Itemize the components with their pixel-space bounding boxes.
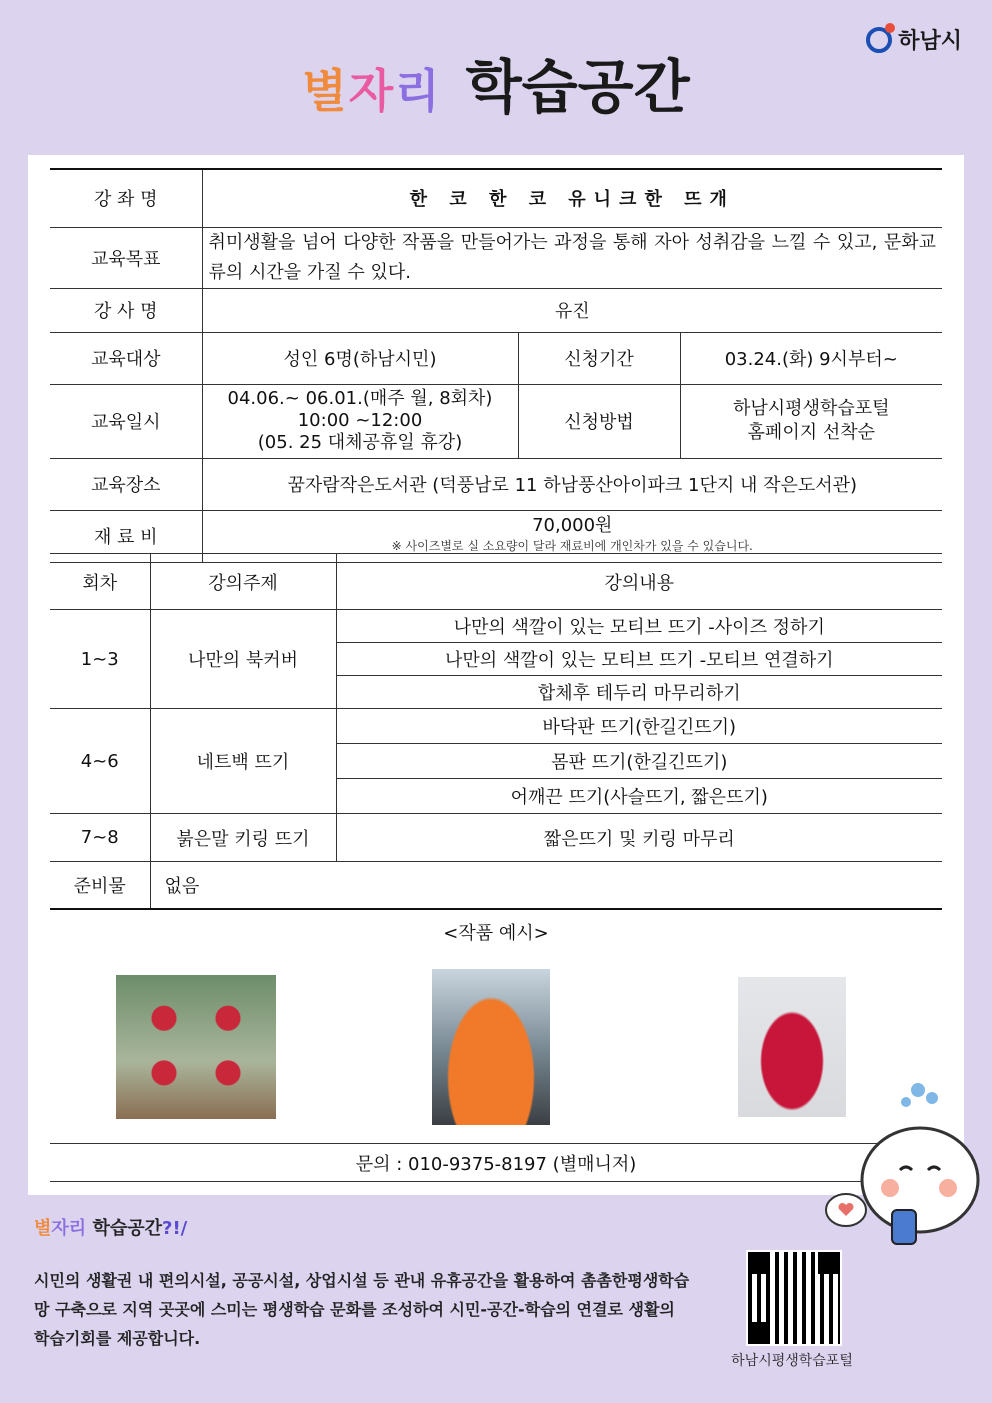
course-label: 강 좌 명 [50,169,202,227]
content-item: 나만의 색깔이 있는 모티브 뜨기 -사이즈 정하기 [336,610,942,643]
content-item: 짧은뜨기 및 키링 마무리 [336,814,942,862]
content-item: 어깨끈 뜨기(사슬뜨기, 짧은뜨기) [336,779,942,814]
mascot-character [820,1070,980,1250]
book-cover-photo [116,975,276,1119]
title-learning-space: 학습공간 [465,53,690,121]
fee-amount: 70,000원 [532,515,613,536]
topic-book-cover: 나만의 북커버 [150,610,336,709]
examples-title: <작품 예시> [443,923,549,944]
divider [50,1143,942,1144]
apply-method-first-come: 홈페이지 선착순 [747,422,875,443]
instructor-label: 강 사 명 [50,288,202,332]
hanam-logo [866,24,962,55]
schedule-value [202,384,518,458]
topic-net-bag: 네트백 뜨기 [150,709,336,814]
fee-label: 재 료 비 [50,510,202,562]
instructor-name: 유진 [202,288,942,332]
target-value: 성인 6명(하남시민) [202,332,518,384]
topic-horse-keyring: 붉은말 키링 뜨기 [150,814,336,862]
goal-label: 교육목표 [50,227,202,288]
qr-label: 하남시평생학습포털 [731,1353,853,1369]
prep-label: 준비물 [50,862,150,909]
qr-code-icon[interactable] [746,1250,842,1346]
goal-text: 취미생활을 넘어 다양한 작품을 만들어가는 과정을 통해 자아 성취감을 느낄 수 있고, 문화교류의 시간을 가질 수 있다. [202,227,942,288]
round-1-3: 1~3 [50,610,150,709]
schedule-dates: 04.06.~ 06.01.(매주 월, 8회차) [227,388,493,409]
header-round: 회차 [50,554,150,610]
content-item: 몸판 뜨기(한길긴뜨기) [336,744,942,779]
apply-period-label: 신청기간 [518,332,680,384]
prep-value: 없음 [150,862,942,909]
divider [50,1181,942,1182]
course-name: 한 코 한 코 유니크한 뜨개 [202,169,942,227]
round-4-6: 4~6 [50,709,150,814]
title-byeoljari: 별자리 [302,64,442,118]
inquiry-contact: 문의 : 010-9375-8197 (별매니저) [355,1154,637,1175]
header-content: 강의내용 [336,554,942,610]
apply-method-portal: 하남시평생학습포털 [733,398,890,419]
apply-method-value [680,384,942,458]
apply-period-value: 03.24.(화) 9시부터~ [680,332,942,384]
target-label: 교육대상 [50,332,202,384]
content-item: 나만의 색깔이 있는 모티브 뜨기 -모티브 연결하기 [336,643,942,676]
net-bag-photo [432,969,550,1125]
place-label: 교육장소 [50,458,202,510]
sparkle-icon [901,1083,938,1107]
heart-bubble-icon [826,1194,866,1226]
apply-method-label: 신청방법 [518,384,680,458]
footer-logo: 별자리 학습공간?!/ [34,1218,188,1239]
content-panel [28,155,964,1195]
course-info-table [50,168,942,563]
schedule-label: 교육일시 [50,384,202,458]
content-item: 합체후 테두리 마무리하기 [336,676,942,709]
header-topic: 강의주제 [150,554,336,610]
page-title [0,40,992,124]
schedule-holiday: (05. 25 대체공휴일 휴강) [257,432,463,453]
footer-description: 시민의 생활권 내 편의시설, 공공시설, 상업시설 등 관내 유휴공간을 활용하여 촘촘한평생학습망 구축으로 지역 곳곳에 스미는 평생학습 문화를 조성하여 시민-공간-학습의 연결로 생활의 학습기회를 제공합니다. [34,1271,690,1348]
content-item: 바닥판 뜨기(한길긴뜨기) [336,709,942,744]
place-value: 꿈자람작은도서관 (덕풍남로 11 하남풍산아이파크 1단지 내 작은도서관) [202,458,942,510]
hanam-logo-text: 하남시 [898,29,962,54]
round-7-8: 7~8 [50,814,150,862]
hanam-logo-icon [866,27,892,53]
schedule-time: 10:00 ~12:00 [297,410,423,431]
schedule-table [50,553,942,910]
fee-note: ※ 사이즈별로 실 소요량이 달라 재료비에 개인차가 있을 수 있습니다. [391,539,753,553]
